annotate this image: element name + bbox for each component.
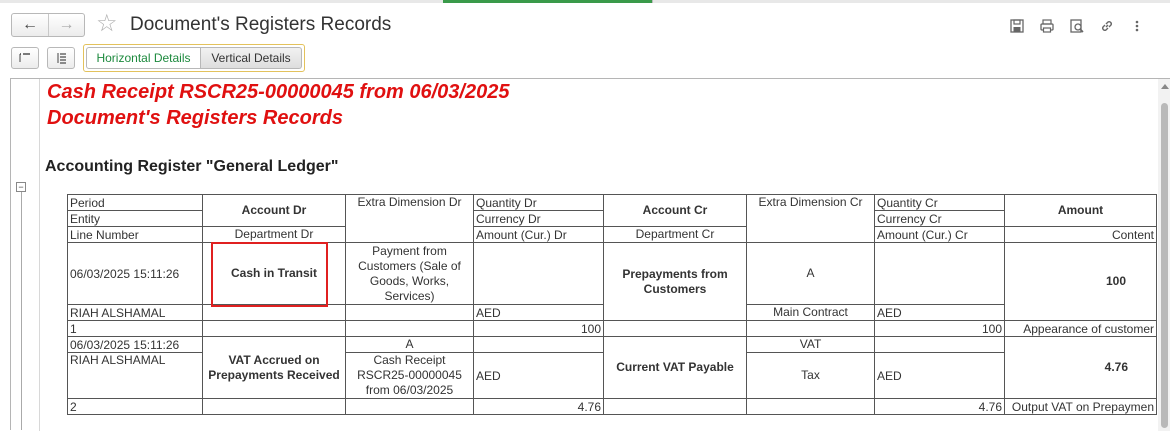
header-amount-cur-cr: Amount (Cur.) Cr: [874, 226, 1005, 243]
outline-collapse-icon: [18, 51, 32, 65]
row1-amount-cur-cr: 100: [874, 320, 1005, 337]
outline-expand-icon: [54, 51, 68, 65]
row1-quantity-cr: [874, 242, 1005, 305]
forward-button[interactable]: [48, 14, 84, 36]
row2-amount: 4.76: [1004, 336, 1157, 399]
report-toolbar: [0, 44, 1170, 74]
header-currency-dr: Currency Dr: [473, 210, 604, 227]
header-extra-dimension-dr: Extra Dimension Dr: [345, 194, 474, 211]
back-button[interactable]: [12, 14, 48, 36]
header-period: Period: [67, 194, 203, 211]
star-icon[interactable]: ☆: [96, 10, 118, 37]
window-title: Document's Registers Records: [130, 14, 392, 35]
row1-department-dr: [202, 320, 346, 337]
row2-extra-dimension-dr-1: A: [345, 336, 474, 353]
header-extra-dimension-cr: Extra Dimension Cr: [746, 194, 875, 211]
horizontal-details-button[interactable]: Horizontal Details: [86, 47, 201, 69]
row2-department-dr: [202, 398, 346, 415]
arrow-left-icon: ←: [21, 16, 38, 33]
print-preview-button[interactable]: [1062, 16, 1092, 36]
more-button[interactable]: [1122, 16, 1152, 36]
row1-currency-dr: AED: [473, 304, 604, 321]
row1-extra-dimension-cr: A: [746, 242, 875, 305]
row1-extra-dimension-dr-blank2: [345, 320, 474, 337]
row1-entity: RIAH ALSHAMAL: [67, 304, 203, 321]
header-amount-cur-dr: Amount (Cur.) Dr: [473, 226, 604, 243]
row1-department-cr: [603, 320, 747, 337]
row2-content: Output VAT on Prepaymen: [1004, 398, 1157, 415]
vertical-details-button[interactable]: Vertical Details: [201, 47, 302, 69]
row1-extra-dimension-cr-2: Main Contract: [746, 304, 875, 321]
window-actions: [1002, 16, 1152, 36]
print-button[interactable]: [1032, 16, 1062, 36]
row1-currency-cr: AED: [874, 304, 1005, 321]
row2-quantity-cr: [874, 336, 1005, 353]
row2-currency-cr: AED: [874, 352, 1005, 399]
header-amount: Amount: [1004, 194, 1157, 227]
header-account-cr: Account Cr: [603, 194, 747, 227]
outline-collapse-button[interactable]: [11, 47, 39, 69]
row2-extra-dimension-dr: Cash Receipt RSCR25-00000045 from 06/03/2025: [345, 352, 474, 399]
register-title: Accounting Register "General Ledger": [45, 158, 339, 175]
print-preview-icon: [1069, 18, 1085, 34]
header-quantity-cr: Quantity Cr: [874, 194, 1005, 211]
arrow-right-icon: →: [58, 16, 75, 33]
row1-line-number: 1: [67, 320, 203, 337]
floppy-disk-icon: [1009, 18, 1025, 34]
header-department-cr: Department Cr: [603, 226, 747, 243]
row2-account-cr: Current VAT Payable: [603, 336, 747, 399]
header-account-dr: Account Dr: [202, 194, 346, 227]
more-vertical-icon: [1129, 18, 1145, 34]
outline-gutter: [11, 79, 40, 431]
header-currency-cr: Currency Cr: [874, 210, 1005, 227]
row2-extra-dimension-dr-blank: [345, 398, 474, 415]
row1-extra-dimension-dr: Payment from Customers (Sale of Goods, Works, Services): [345, 242, 474, 305]
scrollbar-thumb[interactable]: [1161, 103, 1168, 428]
row1-period: 06/03/2025 15:11:26: [67, 242, 203, 305]
row2-extra-dimension-cr-2: Tax: [746, 352, 875, 399]
row1-extra-dimension-dr-blank: [345, 304, 474, 321]
header-extra-dimension-cr-blank: [746, 210, 875, 243]
save-button[interactable]: [1002, 16, 1032, 36]
row1-quantity-dr: [473, 242, 604, 305]
window-titlebar: [0, 3, 1170, 41]
outline-expand-button[interactable]: [47, 47, 75, 69]
link-button[interactable]: [1092, 16, 1122, 36]
row1-extra-dimension-cr-blank: [746, 320, 875, 337]
row1-content: Appearance of customer: [1004, 320, 1157, 337]
row2-quantity-dr: [473, 336, 604, 353]
row2-extra-dimension-cr-blank: [746, 398, 875, 415]
row2-entity: RIAH ALSHAMAL: [67, 352, 203, 399]
link-icon: [1099, 18, 1115, 34]
row2-department-cr: [603, 398, 747, 415]
document-heading: Cash Receipt RSCR25-00000045 from 06/03/2025: [47, 81, 510, 103]
row2-currency-dr: AED: [473, 352, 604, 399]
row2-amount-cur-cr: 4.76: [874, 398, 1005, 415]
row2-line-number: 2: [67, 398, 203, 415]
highlight-annotation-box: [211, 242, 328, 307]
group-collapse-toggle[interactable]: −: [16, 182, 26, 192]
header-line-number: Line Number: [67, 226, 203, 243]
row2-period: 06/03/2025 15:11:26: [67, 336, 203, 353]
row2-extra-dimension-cr: VAT: [746, 336, 875, 353]
header-quantity-dr: Quantity Dr: [473, 194, 604, 211]
row1-account-cr: Prepayments from Customers: [603, 242, 747, 321]
printer-icon: [1039, 18, 1055, 34]
header-content: Content: [1004, 226, 1157, 243]
view-mode-switch: [83, 44, 305, 72]
vertical-scrollbar[interactable]: [1158, 79, 1170, 431]
scroll-up-icon[interactable]: [1161, 84, 1169, 89]
report-heading: Document's Registers Records: [47, 107, 343, 129]
row1-amount-cur-dr: 100: [473, 320, 604, 337]
row1-account-dr: Cash in Transit: [202, 242, 346, 305]
header-extra-dimension-dr-blank: [345, 210, 474, 243]
row2-account-dr: VAT Accrued on Prepayments Received: [202, 336, 346, 399]
group-outline-line: [21, 192, 22, 430]
row2-amount-cur-dr: 4.76: [473, 398, 604, 415]
row1-amount: 100: [1004, 242, 1157, 321]
header-entity: Entity: [67, 210, 203, 227]
navigation-buttons: [11, 13, 85, 37]
header-department-dr: Department Dr: [202, 226, 346, 243]
